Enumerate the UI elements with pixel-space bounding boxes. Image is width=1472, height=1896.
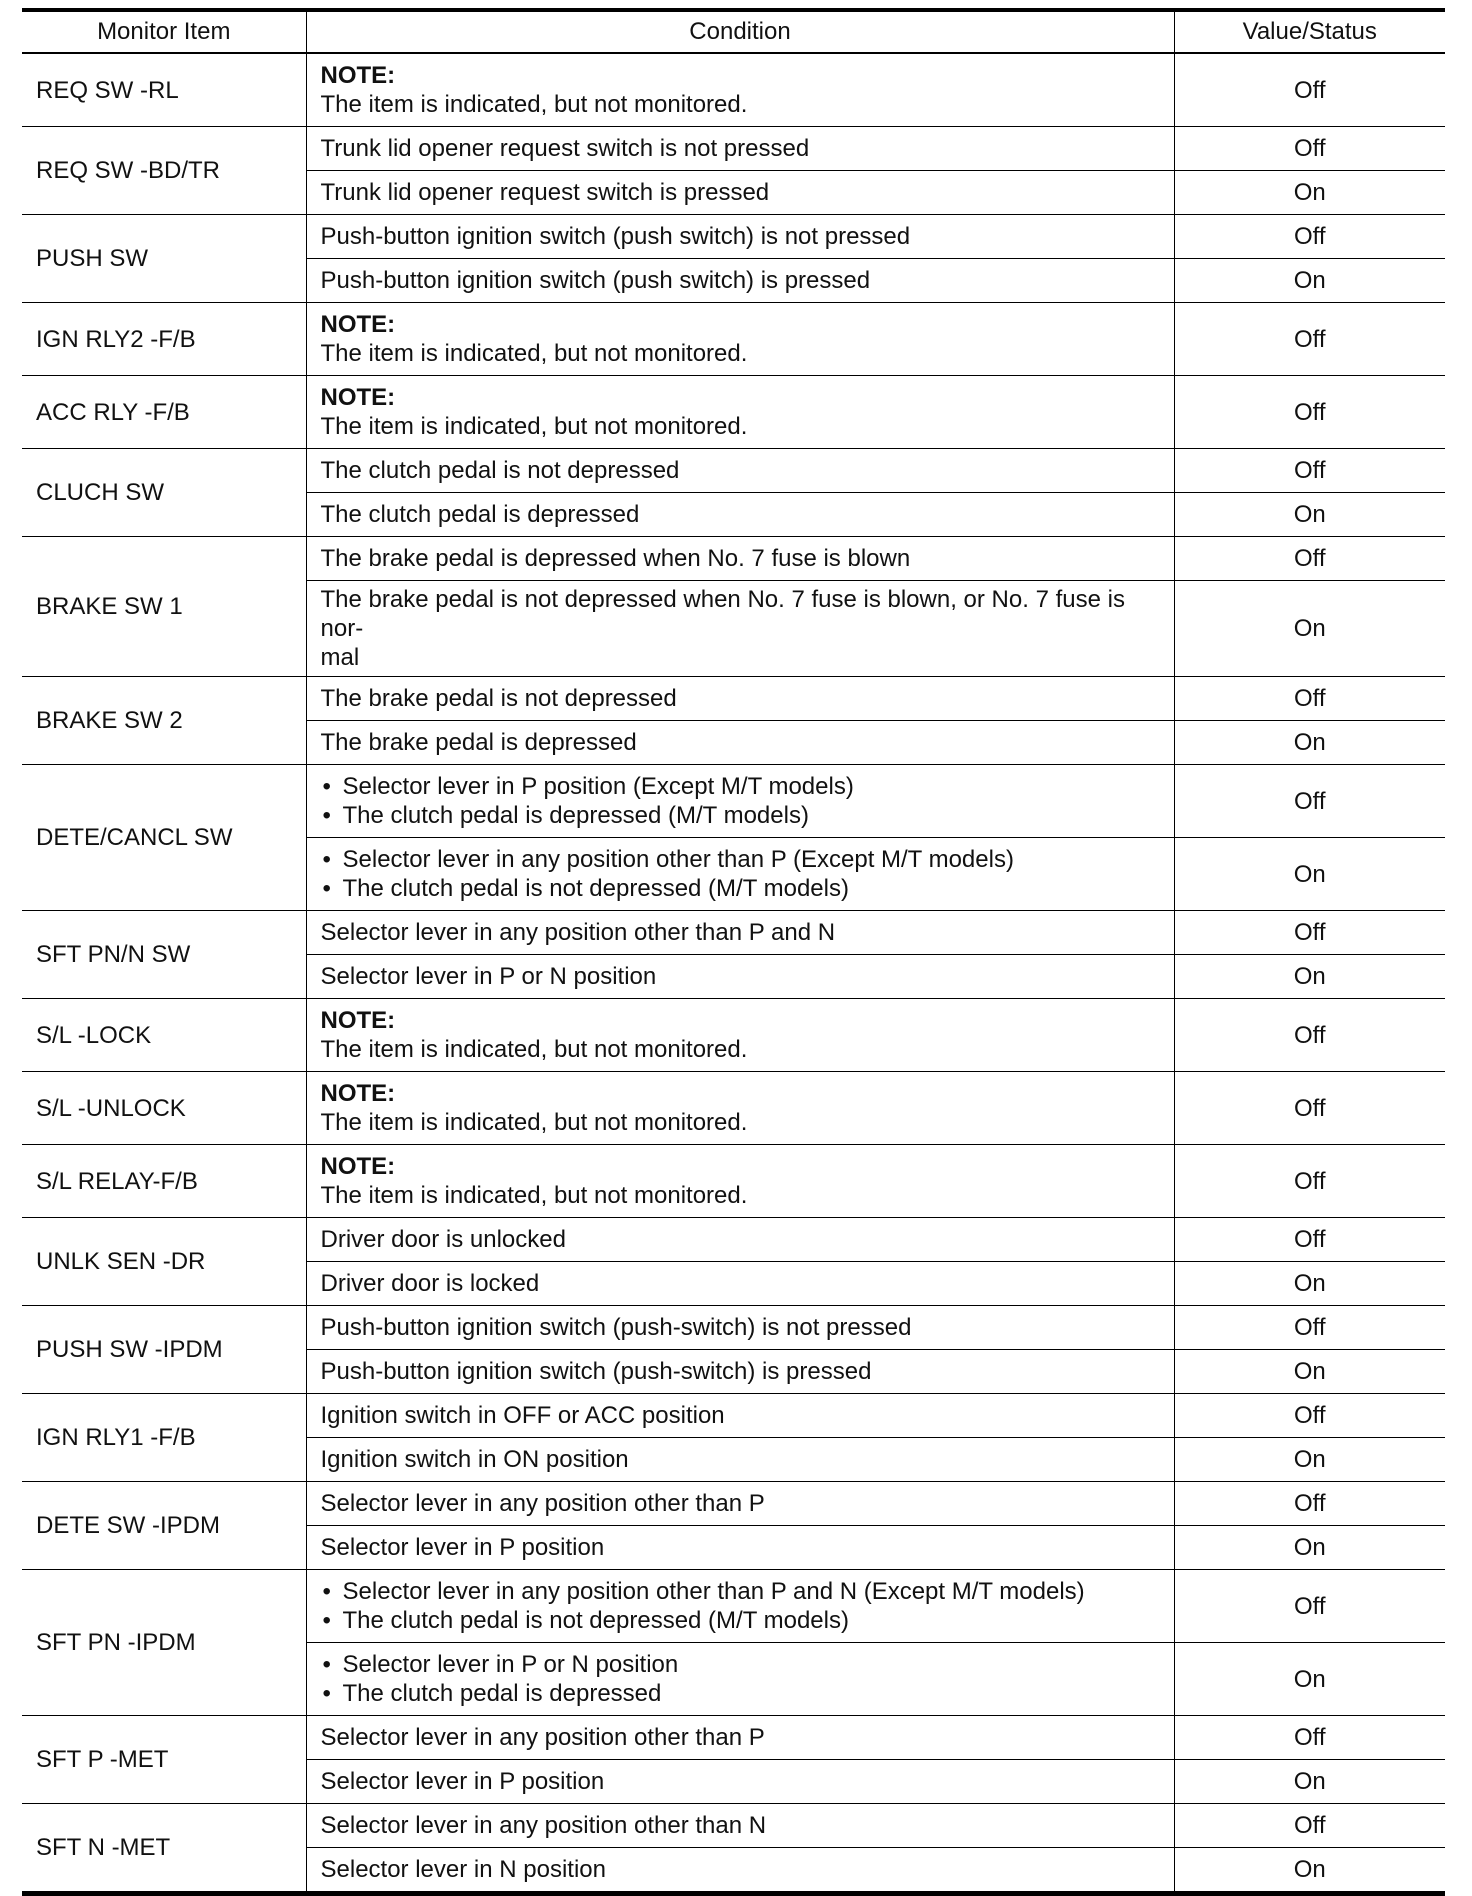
table-row	[22, 677, 1445, 721]
condition-cell: Selector lever in any position other than P	[306, 1716, 1174, 1760]
value-status-cell: Off	[1174, 1072, 1445, 1145]
table-row	[22, 1716, 1445, 1760]
value-status-cell: On	[1174, 581, 1445, 677]
monitor-item-cell: PUSH SW	[22, 215, 306, 303]
note-label: NOTE:	[320, 62, 396, 89]
table-row	[22, 1394, 1445, 1438]
monitor-item-table	[22, 8, 1445, 1896]
monitor-item-cell: IGN RLY1 -F/B	[22, 1394, 306, 1482]
monitor-item-cell: UNLK SEN -DR	[22, 1218, 306, 1306]
table-header-row	[22, 10, 1445, 53]
monitor-item-cell: BRAKE SW 2	[22, 677, 306, 765]
monitor-item-cell: PUSH SW -IPDM	[22, 1306, 306, 1394]
table-row	[22, 1570, 1445, 1643]
value-status-cell: On	[1174, 493, 1445, 537]
monitor-item-cell: SFT P -MET	[22, 1716, 306, 1804]
note-text: The item is indicated, but not monitored.	[320, 1036, 748, 1063]
monitor-item-cell: SFT PN/N SW	[22, 911, 306, 999]
value-status-cell: On	[1174, 1643, 1445, 1716]
condition-bullet-list	[321, 772, 1160, 830]
table-row	[22, 1218, 1445, 1262]
value-status-cell: Off	[1174, 53, 1445, 127]
note-label: NOTE:	[320, 311, 396, 338]
table-row	[22, 376, 1445, 449]
monitor-item-cell: S/L -UNLOCK	[22, 1072, 306, 1145]
table-body	[22, 53, 1445, 1894]
table-row	[22, 127, 1445, 171]
table-row	[22, 215, 1445, 259]
value-status-cell: Off	[1174, 376, 1445, 449]
header-monitor-item: Monitor Item	[22, 10, 306, 53]
note-text: The item is indicated, but not monitored.	[320, 1109, 748, 1136]
condition-cell	[306, 765, 1174, 838]
condition-cell	[306, 838, 1174, 911]
note-label: NOTE:	[320, 1153, 396, 1180]
value-status-cell: On	[1174, 955, 1445, 999]
value-status-cell: Off	[1174, 215, 1445, 259]
value-status-cell: Off	[1174, 1394, 1445, 1438]
value-status-cell: On	[1174, 259, 1445, 303]
condition-bullet-item: • The clutch pedal is depressed	[321, 1679, 1160, 1708]
condition-cell: Selector lever in N position	[306, 1848, 1174, 1894]
note-text: The item is indicated, but not monitored.	[320, 340, 748, 367]
condition-bullet-item: • Selector lever in P or N position	[321, 1650, 1160, 1679]
value-status-cell: Off	[1174, 1218, 1445, 1262]
value-status-cell: On	[1174, 1848, 1445, 1894]
note-label: NOTE:	[320, 1080, 396, 1107]
condition-bullet-item: • The clutch pedal is depressed (M/T models)	[321, 801, 1160, 830]
condition-cell	[306, 999, 1174, 1072]
value-status-cell: On	[1174, 721, 1445, 765]
note-text: The item is indicated, but not monitored.	[320, 1182, 748, 1209]
condition-cell: Push-button ignition switch (push switch) is not pressed	[306, 215, 1174, 259]
monitor-item-cell: DETE SW -IPDM	[22, 1482, 306, 1570]
condition-cell: Trunk lid opener request switch is not pressed	[306, 127, 1174, 171]
condition-cell	[306, 1570, 1174, 1643]
value-status-cell: On	[1174, 1526, 1445, 1570]
value-status-cell: Off	[1174, 1482, 1445, 1526]
condition-bullet-list	[321, 845, 1160, 903]
monitor-item-cell: REQ SW -BD/TR	[22, 127, 306, 215]
condition-cell: Trunk lid opener request switch is pressed	[306, 171, 1174, 215]
value-status-cell: Off	[1174, 537, 1445, 581]
table-row	[22, 303, 1445, 376]
note-text: The item is indicated, but not monitored.	[320, 91, 748, 118]
value-status-cell: On	[1174, 1262, 1445, 1306]
condition-text: The brake pedal is not depressed when No. 7 fuse is blown, or No. 7 fuse is nor-	[320, 586, 1125, 642]
monitor-item-cell: IGN RLY2 -F/B	[22, 303, 306, 376]
value-status-cell: Off	[1174, 1306, 1445, 1350]
condition-cell: Push-button ignition switch (push-switch) is not pressed	[306, 1306, 1174, 1350]
header-value-status: Value/Status	[1174, 10, 1445, 53]
value-status-cell: Off	[1174, 911, 1445, 955]
condition-cell: Selector lever in any position other than P	[306, 1482, 1174, 1526]
value-status-cell: Off	[1174, 303, 1445, 376]
note-label: NOTE:	[320, 1007, 396, 1034]
table-row	[22, 1145, 1445, 1218]
condition-bullet-list	[321, 1650, 1160, 1708]
condition-bullet-item: • Selector lever in any position other than P and N (Except M/T models)	[321, 1577, 1160, 1606]
value-status-cell: Off	[1174, 127, 1445, 171]
monitor-item-cell: SFT PN -IPDM	[22, 1570, 306, 1716]
value-status-cell: Off	[1174, 1804, 1445, 1848]
condition-cell: Driver door is unlocked	[306, 1218, 1174, 1262]
condition-cell: Selector lever in any position other than N	[306, 1804, 1174, 1848]
condition-cell: Selector lever in P or N position	[306, 955, 1174, 999]
value-status-cell: Off	[1174, 999, 1445, 1072]
note-label: NOTE:	[320, 384, 396, 411]
condition-cell	[306, 1072, 1174, 1145]
condition-bullet-item: • The clutch pedal is not depressed (M/T models)	[321, 874, 1160, 903]
value-status-cell: Off	[1174, 677, 1445, 721]
value-status-cell: Off	[1174, 1716, 1445, 1760]
condition-cell: Ignition switch in ON position	[306, 1438, 1174, 1482]
condition-cell: Ignition switch in OFF or ACC position	[306, 1394, 1174, 1438]
value-status-cell: On	[1174, 838, 1445, 911]
monitor-item-cell: S/L -LOCK	[22, 999, 306, 1072]
condition-cell: Selector lever in any position other than P and N	[306, 911, 1174, 955]
condition-cell: Selector lever in P position	[306, 1526, 1174, 1570]
value-status-cell: Off	[1174, 1145, 1445, 1218]
condition-cell	[306, 376, 1174, 449]
header-condition: Condition	[306, 10, 1174, 53]
condition-cell	[306, 53, 1174, 127]
monitor-item-cell: REQ SW -RL	[22, 53, 306, 127]
condition-text-continued: mal	[320, 644, 360, 671]
table-row	[22, 999, 1445, 1072]
table-row	[22, 1306, 1445, 1350]
condition-bullet-item: • Selector lever in P position (Except M/T models)	[321, 772, 1160, 801]
value-status-cell: On	[1174, 1760, 1445, 1804]
table-row	[22, 53, 1445, 127]
condition-bullet-item: • The clutch pedal is not depressed (M/T models)	[321, 1606, 1160, 1635]
condition-cell	[306, 1643, 1174, 1716]
monitor-item-cell: SFT N -MET	[22, 1804, 306, 1894]
value-status-cell: Off	[1174, 1570, 1445, 1643]
value-status-cell: On	[1174, 1438, 1445, 1482]
monitor-item-cell: ACC RLY -F/B	[22, 376, 306, 449]
condition-cell: The clutch pedal is depressed	[306, 493, 1174, 537]
table-row	[22, 537, 1445, 581]
condition-cell: The brake pedal is depressed when No. 7 fuse is blown	[306, 537, 1174, 581]
monitor-item-cell: S/L RELAY-F/B	[22, 1145, 306, 1218]
condition-cell: Push-button ignition switch (push-switch) is pressed	[306, 1350, 1174, 1394]
value-status-cell: Off	[1174, 765, 1445, 838]
table-row	[22, 1482, 1445, 1526]
note-text: The item is indicated, but not monitored.	[320, 413, 748, 440]
table-row	[22, 765, 1445, 838]
condition-cell: The brake pedal is depressed	[306, 721, 1174, 765]
table-row	[22, 911, 1445, 955]
condition-bullet-list	[321, 1577, 1160, 1635]
condition-bullet-item: • Selector lever in any position other than P (Except M/T models)	[321, 845, 1160, 874]
condition-cell	[306, 581, 1174, 677]
condition-cell	[306, 303, 1174, 376]
value-status-cell: On	[1174, 1350, 1445, 1394]
value-status-cell: Off	[1174, 449, 1445, 493]
table-row	[22, 449, 1445, 493]
monitor-item-cell: BRAKE SW 1	[22, 537, 306, 677]
table-row	[22, 1804, 1445, 1848]
condition-cell: The clutch pedal is not depressed	[306, 449, 1174, 493]
monitor-item-cell: DETE/CANCL SW	[22, 765, 306, 911]
condition-cell: Push-button ignition switch (push switch) is pressed	[306, 259, 1174, 303]
table-row	[22, 1072, 1445, 1145]
value-status-cell: On	[1174, 171, 1445, 215]
monitor-item-cell: CLUCH SW	[22, 449, 306, 537]
condition-cell: The brake pedal is not depressed	[306, 677, 1174, 721]
condition-cell	[306, 1145, 1174, 1218]
condition-cell: Selector lever in P position	[306, 1760, 1174, 1804]
condition-cell: Driver door is locked	[306, 1262, 1174, 1306]
